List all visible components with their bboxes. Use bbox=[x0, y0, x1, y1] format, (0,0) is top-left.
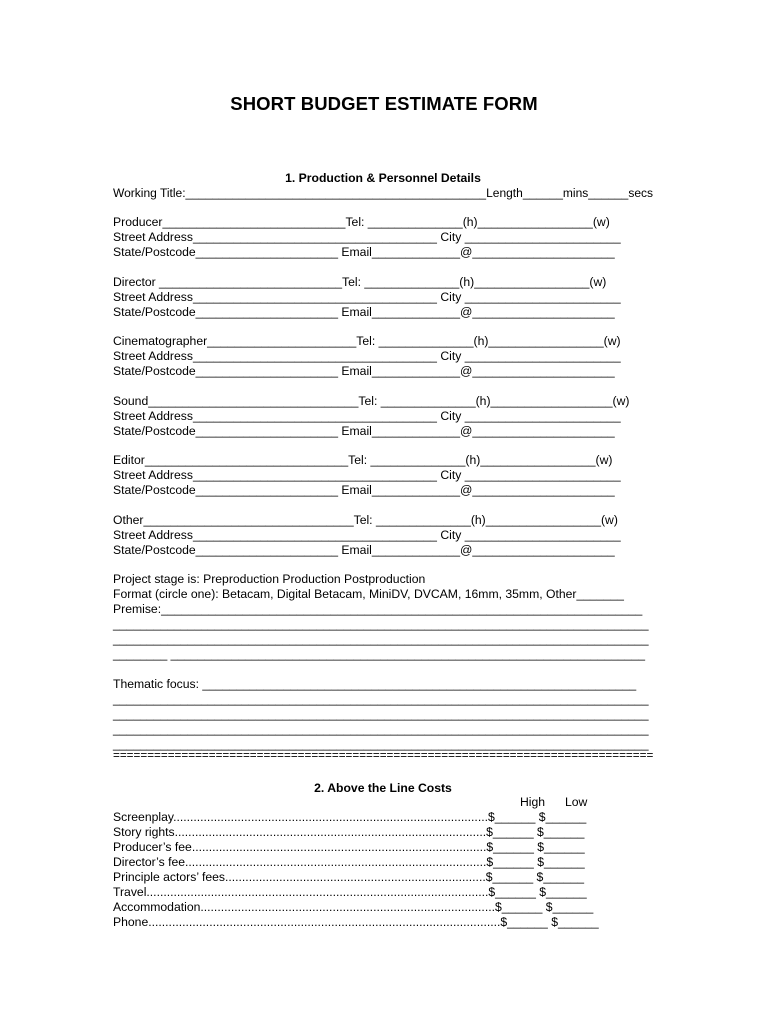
premise-line: Premise:_______________________________________________________________________ bbox=[113, 602, 643, 616]
thematic-blank-line: _______________________________________________________________________________ bbox=[113, 737, 649, 751]
section-1-heading: 1. Production & Personnel Details bbox=[285, 171, 481, 185]
producer-line: Producer___________________________Tel: ______________(h)_________________(w) bbox=[113, 215, 610, 229]
premise-blank-line: ________ ______________________________________________________________________ bbox=[113, 647, 646, 661]
cost-row-story-rights: Story rights............................................................................................$______ $______ bbox=[113, 825, 585, 839]
cost-row-principle-actors-fees: Principle actors’ fees.............................................................................$______ $______ bbox=[113, 870, 584, 884]
cinematographer-line: Cinematographer______________________Tel: ______________(h)_________________(w) bbox=[113, 334, 621, 348]
project-stage-line: Project stage is: Preproduction Production Postproduction bbox=[113, 572, 426, 586]
cost-row-accommodation: Accommodation.......................................................................................$______ $______ bbox=[113, 900, 594, 914]
high-column-header: High bbox=[520, 795, 546, 809]
cinematographer-address-line: Street Address____________________________________ City _______________________ bbox=[113, 349, 621, 363]
thematic-blank-line: _______________________________________________________________________________ bbox=[113, 722, 649, 736]
other-line: Other_______________________________Tel: ______________(h)_________________(w) bbox=[113, 513, 618, 527]
section-2-heading: 2. Above the Line Costs bbox=[314, 781, 452, 795]
director-line: Director ___________________________Tel: ______________(h)_________________(w) bbox=[113, 275, 607, 289]
format-line: Format (circle one): Betacam, Digital Betacam, MiniDV, DVCAM, 16mm, 35mm, Other_______ bbox=[113, 587, 624, 601]
premise-blank-line: _______________________________________________________________________________ bbox=[113, 617, 649, 631]
section-divider: =============================================================================== bbox=[113, 748, 654, 762]
low-column-header: Low bbox=[565, 795, 588, 809]
producer-state-line: State/Postcode_____________________ Email_____________@_____________________ bbox=[113, 245, 615, 259]
cost-row-directors-fee: Director’s fee.........................................................................................$______ $______ bbox=[113, 855, 585, 869]
editor-state-line: State/Postcode_____________________ Email_____________@_____________________ bbox=[113, 483, 615, 497]
cost-row-phone: Phone........................................................................................................$______ $______ bbox=[113, 915, 599, 929]
producer-address-line: Street Address____________________________________ City _______________________ bbox=[113, 230, 621, 244]
director-address-line: Street Address____________________________________ City _______________________ bbox=[113, 290, 621, 304]
premise-blank-line: _______________________________________________________________________________ bbox=[113, 632, 649, 646]
other-state-line: State/Postcode_____________________ Email_____________@_____________________ bbox=[113, 543, 615, 557]
sound-address-line: Street Address____________________________________ City _______________________ bbox=[113, 409, 621, 423]
thematic-focus-line: Thematic focus: ________________________________________________________________ bbox=[113, 677, 637, 691]
cost-row-travel: Travel.....................................................................................................$______ $______ bbox=[113, 885, 587, 899]
cinematographer-state-line: State/Postcode_____________________ Email_____________@_____________________ bbox=[113, 364, 615, 378]
working-title-line: Working Title:_____________________________________________Length______mins______secs bbox=[113, 186, 654, 200]
director-state-line: State/Postcode_____________________ Email_____________@_____________________ bbox=[113, 305, 615, 319]
editor-line: Editor______________________________Tel: ______________(h)_________________(w) bbox=[113, 453, 613, 467]
form-title: SHORT BUDGET ESTIMATE FORM bbox=[230, 93, 538, 114]
cost-row-producers-fee: Producer’s fee.......................................................................................$______ $______ bbox=[113, 840, 585, 854]
sound-line: Sound_______________________________Tel: ______________(h)__________________(w) bbox=[113, 394, 630, 408]
thematic-blank-line: _______________________________________________________________________________ bbox=[113, 692, 649, 706]
editor-address-line: Street Address____________________________________ City _______________________ bbox=[113, 468, 621, 482]
sound-state-line: State/Postcode_____________________ Email_____________@_____________________ bbox=[113, 424, 615, 438]
other-address-line: Street Address____________________________________ City _______________________ bbox=[113, 528, 621, 542]
cost-row-screenplay: Screenplay.............................................................................................$______ $______ bbox=[113, 810, 587, 824]
thematic-blank-line: _______________________________________________________________________________ bbox=[113, 707, 649, 721]
